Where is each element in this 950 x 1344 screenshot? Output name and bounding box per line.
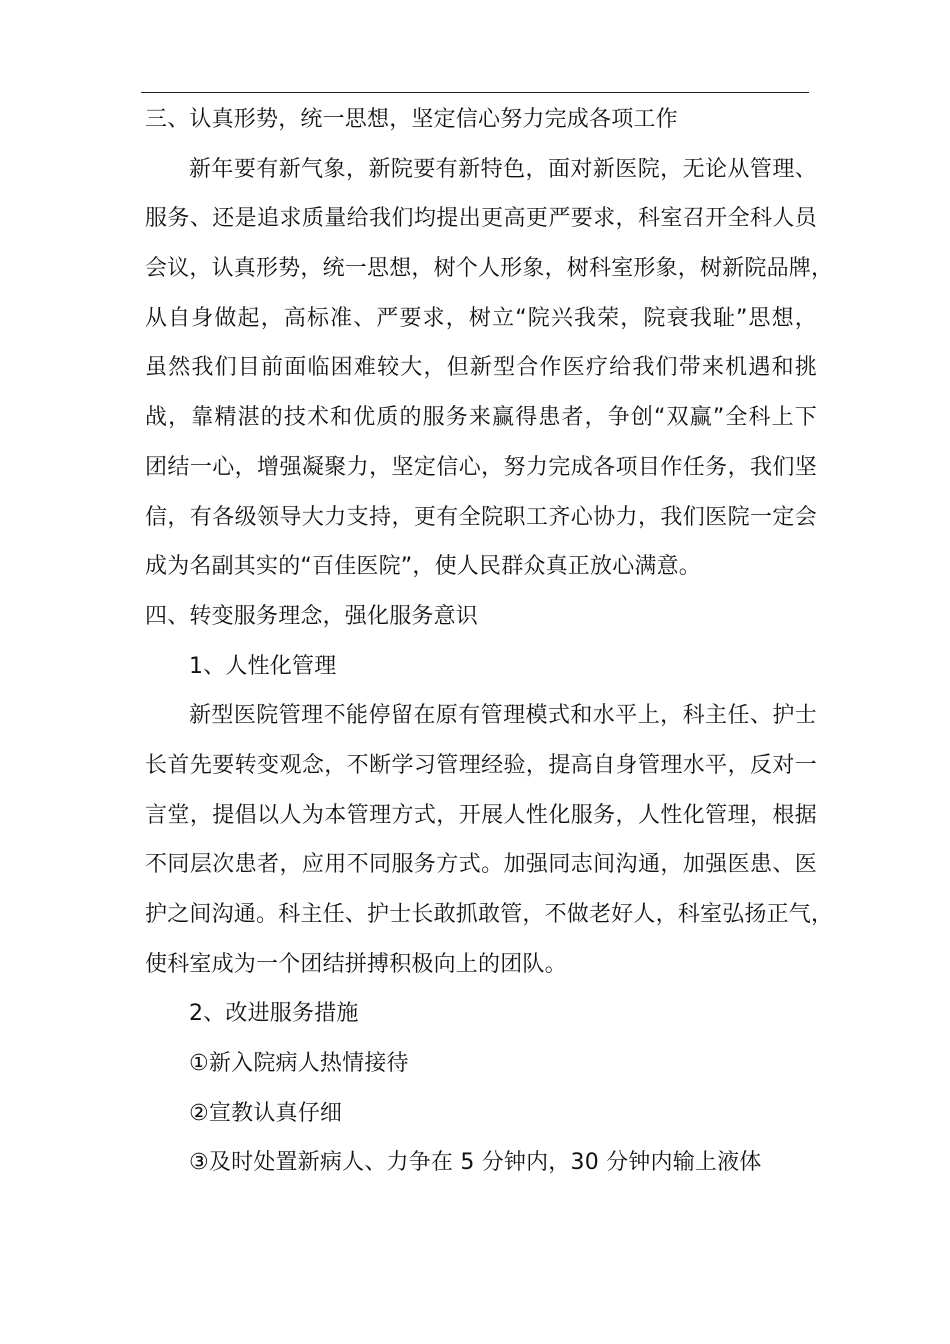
text-line: 新年要有新气象，新院要有新特色，面对新医院，无论从管理、 <box>189 156 817 182</box>
text-line: 言堂，提倡以人为本管理方式，开展人性化服务，人性化管理，根据 <box>145 802 817 828</box>
text-line: 三、认真形势，统一思想，坚定信心努力完成各项工作 <box>145 107 678 132</box>
text-line: 2、改进服务措施 <box>189 1001 359 1027</box>
text-line: 使科室成为一个团结拼搏积极向上的团队。 <box>145 951 567 977</box>
text-line: ③及时处置新病人、力争在 5 分钟内，30 分钟内输上液体 <box>189 1150 762 1176</box>
text-line: 团结一心，增强凝聚力，坚定信心，努力完成各项目作任务，我们坚 <box>145 454 817 480</box>
text-line: 虽然我们目前面临困难较大，但新型合作医疗给我们带来机遇和挑 <box>145 355 817 381</box>
text-line: ①新入院病人热情接待 <box>189 1051 409 1077</box>
text-line: 信，有各级领导大力支持，更有全院职工齐心协力，我们医院一定会 <box>145 504 817 530</box>
text-line: 不同层次患者，应用不同服务方式。加强同志间沟通，加强医患、医 <box>145 852 817 878</box>
text-line: 战，靠精湛的技术和优质的服务来赢得患者，争创“双赢”全科上下 <box>145 405 817 431</box>
text-line: 新型医院管理不能停留在原有管理模式和水平上，科主任、护士 <box>189 703 817 729</box>
text-line: 1、人性化管理 <box>189 653 337 679</box>
text-line: ②宣教认真仔细 <box>189 1100 343 1126</box>
text-line: 从自身做起，高标准、严要求，树立“院兴我荣，院衰我耻”思想， <box>145 305 817 331</box>
text-line: 四、转变服务理念，强化服务意识 <box>145 603 479 629</box>
text-line: 服务、还是追求质量给我们均提出更高更严要求，科室召开全科人员 <box>145 206 817 232</box>
text-line: 长首先要转变观念，不断学习管理经验，提高自身管理水平，反对一 <box>145 752 817 778</box>
header-rule <box>141 92 809 93</box>
text-line: 会议，认真形势，统一思想，树个人形象，树科室形象，树新院品牌， <box>145 256 834 282</box>
document-body <box>145 95 834 1188</box>
text-line: 成为名副其实的“百佳医院”，使人民群众真正放心满意。 <box>145 554 701 580</box>
text-line: 护之间沟通。科主任、护士长敢抓敢管，不做老好人，科室弘扬正气， <box>145 902 834 927</box>
